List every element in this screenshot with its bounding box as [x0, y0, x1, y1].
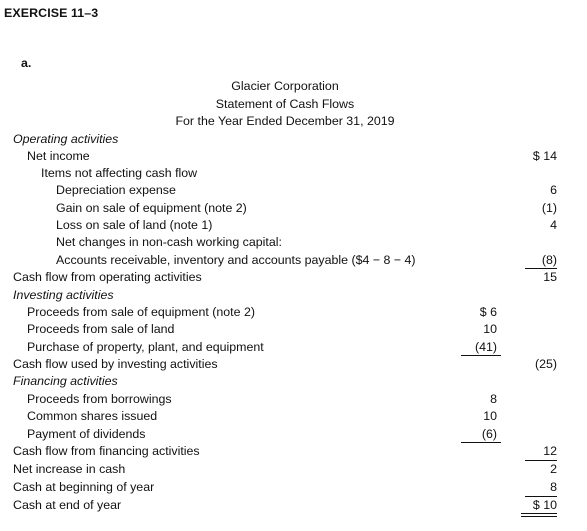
loss-sale-land-amount: 4: [550, 218, 557, 232]
proceeds-land-amount: 10: [483, 322, 497, 336]
net-increase-row: [0, 461, 587, 478]
net-changes-wc-label: Net changes in non-cash working capital:: [56, 235, 282, 249]
common-shares-amount: 10: [483, 409, 497, 423]
depreciation-amount: 6: [550, 183, 557, 197]
loss-sale-land-label: Loss on sale of land (note 1): [56, 218, 213, 232]
gain-sale-equipment-label: Gain on sale of equipment (note 2): [56, 201, 247, 215]
cf-investing-label: Cash flow used by investing activities: [13, 357, 218, 371]
investing-activities-heading: Investing activities: [13, 288, 114, 302]
cash-end-label: Cash at end of year: [13, 498, 122, 512]
proceeds-borrowings-row: [0, 391, 587, 408]
investing-activities-heading-row: [0, 287, 587, 304]
purchase-ppe-row: [0, 339, 587, 356]
proceeds-borrowings-amount: 8: [490, 392, 497, 406]
cash-end-amount: $ 10: [532, 498, 557, 512]
common-shares-label: Common shares issued: [27, 409, 158, 423]
ar-inventory-ap-label: Accounts receivable, inventory and accounts payable ($4 − 8 − 4): [56, 253, 416, 267]
cf-operating-row: [0, 269, 587, 286]
purchase-ppe-label: Purchase of property, plant, and equipment: [27, 340, 264, 354]
gain-sale-equipment-row: [0, 200, 587, 217]
depreciation-label: Depreciation expense: [56, 183, 176, 197]
ar-inventory-ap-row: [0, 252, 587, 269]
exercise-title: EXERCISE 11–3: [4, 6, 99, 20]
cash-end-double-rule: [521, 513, 557, 517]
part-label: a.: [21, 56, 32, 70]
proceeds-equipment-row: [0, 304, 587, 321]
operating-activities-heading-row: [0, 131, 587, 148]
loss-sale-land-row: [0, 217, 587, 234]
common-shares-row: [0, 408, 587, 425]
statement-title: Statement of Cash Flows: [215, 97, 355, 111]
cash-beginning-amount: 8: [550, 480, 557, 494]
ar-inventory-ap-amount: (8): [541, 253, 557, 267]
items-not-affecting-label: Items not affecting cash flow: [41, 166, 198, 180]
company-name: Glacier Corporation: [231, 79, 339, 93]
cf-operating-label: Cash flow from operating activities: [13, 270, 202, 284]
cash-beginning-label: Cash at beginning of year: [13, 480, 155, 494]
cf-financing-row: [0, 443, 587, 460]
gain-sale-equipment-amount: (1): [541, 201, 557, 215]
net-income-row: [0, 148, 587, 165]
statement-period: For the Year Ended December 31, 2019: [175, 114, 395, 128]
net-increase-amount: 2: [550, 462, 557, 476]
cf-investing-amount: (25): [534, 357, 557, 371]
net-changes-wc-row: [0, 234, 587, 251]
cf-financing-label: Cash flow from financing activities: [13, 444, 200, 458]
operating-activities-heading: Operating activities: [13, 132, 119, 146]
cash-beginning-row: [0, 479, 587, 496]
financing-activities-heading: Financing activities: [13, 374, 118, 388]
dividends-amount: (6): [481, 427, 497, 441]
cash-end-row: [0, 497, 587, 514]
proceeds-equipment-label: Proceeds from sale of equipment (note 2): [27, 305, 255, 319]
net-income-amount: $ 14: [532, 149, 557, 163]
proceeds-land-row: [0, 321, 587, 338]
dividends-row: [0, 426, 587, 443]
financing-activities-heading-row: [0, 373, 587, 390]
purchase-ppe-amount: (41): [474, 340, 497, 354]
cf-operating-amount: 15: [543, 270, 557, 284]
cf-investing-row: [0, 356, 587, 373]
net-increase-label: Net increase in cash: [13, 462, 126, 476]
dividends-label: Payment of dividends: [27, 427, 146, 441]
cf-financing-amount: 12: [543, 444, 557, 458]
proceeds-equipment-amount: $ 6: [479, 305, 497, 319]
depreciation-row: [0, 182, 587, 199]
proceeds-land-label: Proceeds from sale of land: [27, 322, 175, 336]
proceeds-borrowings-label: Proceeds from borrowings: [27, 392, 172, 406]
items-not-affecting-row: [0, 165, 587, 182]
net-income-label: Net income: [27, 149, 90, 163]
